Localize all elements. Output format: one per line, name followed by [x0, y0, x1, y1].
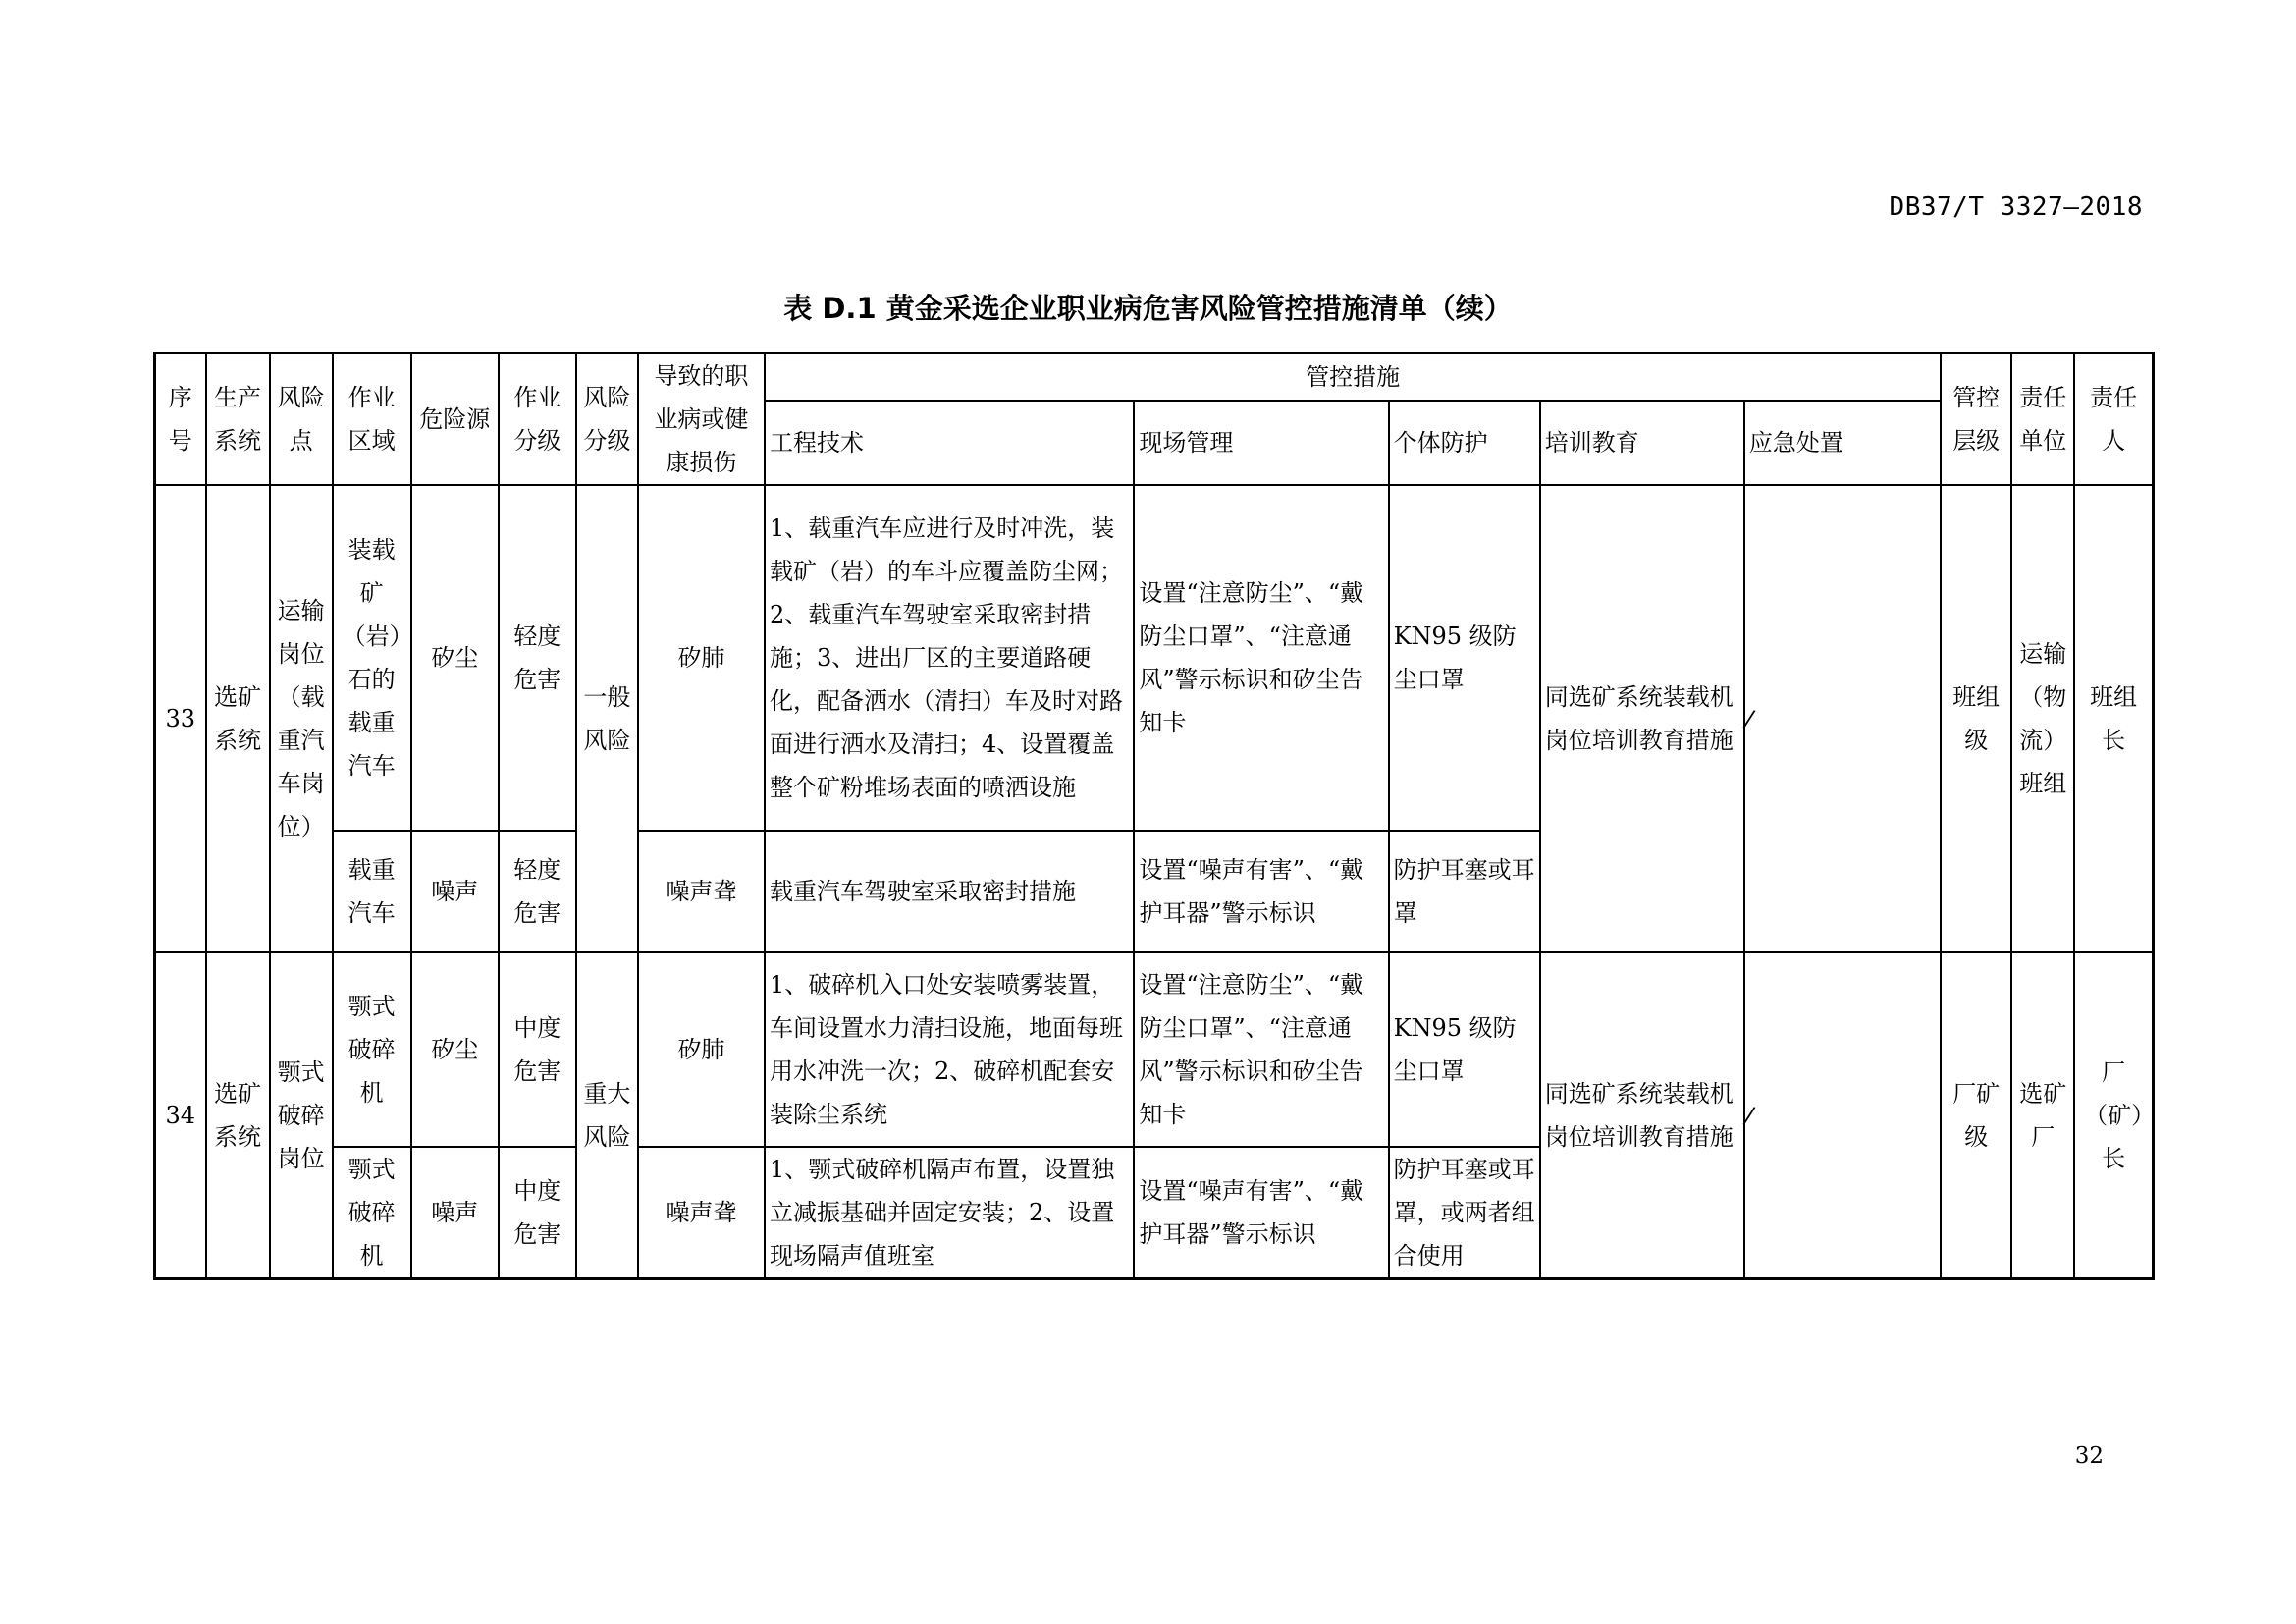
- cell-resp-person: 班组长: [2074, 485, 2153, 952]
- cell-ppe: KN95 级防尘口罩: [1389, 952, 1540, 1147]
- cell-site-mgmt: 设置“噪声有害”、“戴护耳器”警示标识: [1134, 831, 1388, 952]
- cell-control-level: 班组级: [1941, 485, 2011, 952]
- cell-work-grade: 中度危害: [499, 1147, 576, 1279]
- cell-hazard: 噪声: [411, 1147, 499, 1279]
- cell-system: 选矿系统: [206, 485, 270, 952]
- cell-engineering: 1、载重汽车应进行及时冲洗，装载矿（岩）的车斗应覆盖防尘网；2、载重汽车驾驶室采取密封措施；3、进出厂区的主要道路硬化，配备洒水（清扫）车及时对路面进行洒水及清扫；4、设置覆盖整个矿粉堆场表面的喷洒设施: [765, 485, 1134, 831]
- cell-resp-person: 厂（矿）长: [2074, 952, 2153, 1279]
- table-row: [155, 952, 2154, 1147]
- cell-risk-grade: 重大风险: [576, 952, 638, 1279]
- cell-engineering: 1、颚式破碎机隔声布置，设置独立减振基础并固定安装；2、设置现场隔声值班室: [765, 1147, 1134, 1279]
- header-engineering: 工程技术: [765, 401, 1134, 485]
- cell-control-level: 厂矿级: [1941, 952, 2011, 1279]
- emergency-value: /: [1741, 1101, 1757, 1130]
- header-resp-person: 责任人: [2074, 353, 2153, 486]
- cell-risk-grade: 一般风险: [576, 485, 638, 952]
- cell-site-mgmt: 设置“注意防尘”、“戴防尘口罩”、“注意通风”警示标识和矽尘告知卡: [1134, 485, 1388, 831]
- cell-area: 装载矿（岩）石的载重汽车: [333, 485, 411, 831]
- header-control-level: 管控层级: [1941, 353, 2011, 486]
- cell-work-grade: 中度危害: [499, 952, 576, 1147]
- cell-seq: 33: [155, 485, 206, 952]
- cell-system: 选矿系统: [206, 952, 270, 1279]
- cell-ppe: 防护耳塞或耳罩，或两者组合使用: [1389, 1147, 1540, 1279]
- page-number: 32: [2074, 1443, 2104, 1469]
- header-area: 作业区域: [333, 353, 411, 486]
- cell-training: 同选矿系统装载机岗位培训教育措施: [1540, 485, 1744, 952]
- header-ppe: 个体防护: [1389, 401, 1540, 485]
- cell-site-mgmt: 设置“噪声有害”、“戴护耳器”警示标识: [1134, 1147, 1388, 1279]
- header-training: 培训教育: [1540, 401, 1744, 485]
- risk-control-table: [153, 352, 2155, 1280]
- header-risk-point: 风险点: [270, 353, 333, 486]
- cell-ppe: 防护耳塞或耳罩: [1389, 831, 1540, 952]
- cell-resp-unit: 选矿厂: [2011, 952, 2074, 1279]
- header-disease: 导致的职业病或健康损伤: [638, 353, 765, 486]
- cell-site-mgmt: 设置“注意防尘”、“戴防尘口罩”、“注意通风”警示标识和矽尘告知卡: [1134, 952, 1388, 1147]
- header-measures: 管控措施: [765, 353, 1941, 402]
- header-site-mgmt: 现场管理: [1134, 401, 1388, 485]
- cell-engineering: 1、破碎机入口处安装喷雾装置，车间设置水力清扫设施，地面每班用水冲洗一次；2、破碎机配套安装除尘系统: [765, 952, 1134, 1147]
- header-work-grade: 作业分级: [499, 353, 576, 486]
- emergency-value: /: [1741, 704, 1757, 733]
- table-title: 表 D.1 黄金采选企业职业病危害风险管控措施清单（续）: [783, 292, 1513, 325]
- cell-disease: 噪声聋: [638, 1147, 765, 1279]
- header-risk-grade: 风险分级: [576, 353, 638, 486]
- cell-emergency: [1741, 952, 1941, 1279]
- cell-ppe: KN95 级防尘口罩: [1389, 485, 1540, 831]
- cell-training: 同选矿系统装载机岗位培训教育措施: [1540, 952, 1744, 1279]
- cell-risk-point: 运输岗位（载重汽车岗位）: [270, 485, 333, 952]
- cell-area: 载重汽车: [333, 831, 411, 952]
- cell-disease: 矽肺: [638, 952, 765, 1147]
- cell-hazard: 矽尘: [411, 952, 499, 1147]
- cell-emergency: [1741, 485, 1941, 952]
- document-code: DB37/T 3327—2018: [1889, 192, 2143, 222]
- cell-seq: 34: [155, 952, 206, 1279]
- cell-engineering: 载重汽车驾驶室采取密封措施: [765, 831, 1134, 952]
- header-resp-unit: 责任单位: [2011, 353, 2074, 486]
- cell-work-grade: 轻度危害: [499, 831, 576, 952]
- cell-work-grade: 轻度危害: [499, 485, 576, 831]
- cell-hazard: 噪声: [411, 831, 499, 952]
- cell-area: 颚式破碎机: [333, 952, 411, 1147]
- header-system: 生产系统: [206, 353, 270, 486]
- header-emergency: 应急处置: [1744, 401, 1941, 485]
- cell-resp-unit: 运输（物流）班组: [2011, 485, 2074, 952]
- cell-disease: 矽肺: [638, 485, 765, 831]
- cell-hazard: 矽尘: [411, 485, 499, 831]
- header-seq: 序号: [155, 353, 206, 486]
- cell-risk-point: 颚式破碎岗位: [270, 952, 333, 1279]
- header-hazard: 危险源: [411, 353, 499, 486]
- table-row: [155, 485, 2154, 831]
- cell-area: 颚式破碎机: [333, 1147, 411, 1279]
- cell-disease: 噪声聋: [638, 831, 765, 952]
- header-row: [155, 353, 2154, 402]
